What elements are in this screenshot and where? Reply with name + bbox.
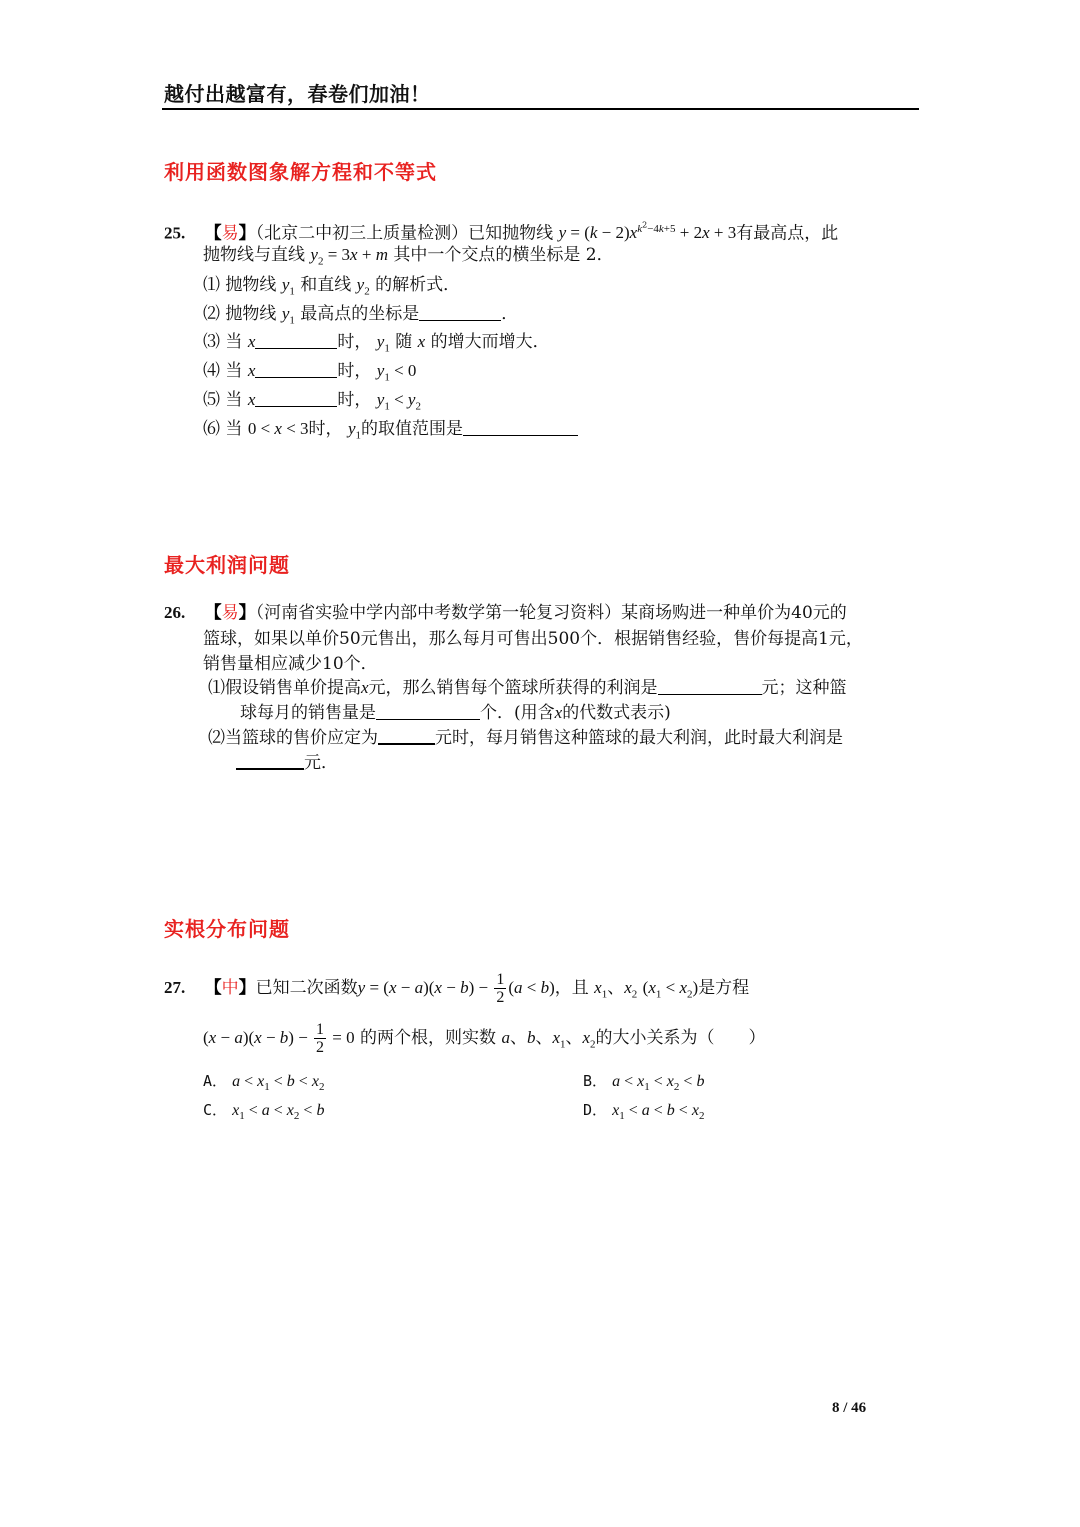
option-d[interactable]: D． $x_1 < a < b < x_2$ [583, 1101, 705, 1123]
answer-blank[interactable] [236, 752, 304, 770]
question-number: 25. [164, 223, 186, 243]
answer-blank[interactable] [255, 361, 337, 378]
q26-line-3: 销售量相应减少10个． [203, 654, 378, 674]
difficulty-tag: 易 [221, 223, 239, 244]
page-header [162, 74, 919, 110]
header-text: 越付出越富有，春卷们加油！ [164, 82, 431, 106]
q27-equation: (x − a)(x − b) − $\frac{1}{2}$ = 0 [203, 1021, 355, 1056]
answer-blank[interactable] [419, 304, 501, 321]
option-b[interactable]: B． $a < x_1 < x_2 < b$ [583, 1072, 705, 1094]
q25-line-formula: $y_2 = 3x + m$ [310, 245, 388, 268]
option-c[interactable]: C． $x_1 < a < x_2 < b$ [203, 1101, 325, 1123]
q26-line-1: 26. 【易】（河南省实验中学内部中考数学第一轮复习资料）某商场购进一种单价为40元的 [164, 603, 847, 623]
q25-item-1: ⑴ 抛物线 $y_1$ 和直线 $y_2$ 的解析式． [203, 275, 461, 298]
q25-line-1: 25. 【易】（北京二中初三上质量检测）已知抛物线 $y = (k - 2)x^{k^2-4k+5} + 2x + 3$有最高点，此 [164, 220, 839, 244]
answer-blank[interactable] [255, 390, 337, 407]
section-title-root-distribution: 实根分布问题 [164, 917, 290, 941]
q25-parabola-formula: $y = (k - 2)x^{k^2-4k+5} + 2x + 3$ [558, 220, 737, 243]
q26-part-1-cont: 球每月的销售量是 个．(用含x的代数式表示) [240, 703, 671, 723]
option-a[interactable]: A． $a < x_1 < b < x_2$ [203, 1072, 325, 1094]
q26-part-2: ⑵当篮球的售价应定为 元时，每月销售这种篮球的最大利润，此时最大利润是 [208, 728, 843, 748]
answer-blank[interactable] [658, 678, 762, 695]
difficulty-tag: 易 [221, 603, 239, 623]
q26-line-2: 篮球，如果以单价50元售出，那么每月可售出500个．根据销售经验，售价每提高1元， [203, 629, 863, 649]
q25-item-3: ⑶ 当 x 时， $y_1$ 随 x 的增大而增大． [203, 332, 550, 355]
q27-line-2: (x − a)(x − b) − $\frac{1}{2}$ = 0 的两个根，则实数 a、b、$x_1$、$x_2$的大小关系为（ ） [203, 1021, 766, 1056]
q27-function-formula: y = (x − a)(x − b) − $\frac{1}{2}$ (a < b) [357, 971, 555, 1006]
q25-item-4: ⑷ 当 x 时， $y_1 < 0$ [203, 361, 417, 384]
q26-part-2-cont: 元． [236, 752, 338, 773]
section-title-max-profit: 最大利润问题 [164, 553, 290, 577]
q27-line-1: 27. 【中】已知二次函数y = (x − a)(x − b) − $\frac{1}{2}$ (a < b)，且 $x_1$、$x_2$ $(x_1 < x_2)$是方程 [164, 971, 750, 1006]
page-number: 8 / 46 [832, 1400, 867, 1416]
answer-blank[interactable] [255, 332, 337, 349]
q25-item-5: ⑸ 当 x 时， $y_1 < y_2$ [203, 390, 421, 413]
section-title-graph-equations: 利用函数图象解方程和不等式 [164, 160, 437, 184]
answer-blank[interactable] [378, 727, 435, 745]
difficulty-tag: 中 [221, 978, 239, 998]
answer-blank[interactable] [376, 703, 480, 720]
q25-item-6: ⑹ 当 0 < x < 3时， $y_1$的取值范围是 [203, 419, 578, 445]
question-number: 27. [164, 978, 186, 997]
answer-blank[interactable] [463, 419, 578, 436]
q25-item-2: ⑵ 抛物线 $y_1$ 最高点的坐标是 ． [203, 304, 519, 327]
question-number: 26. [164, 603, 186, 622]
q25-line-2: 抛物线与直线 $y_2 = 3x + m$ 其中一个交点的横坐标是 2． [203, 245, 614, 268]
q25-source: （北京二中初三上质量检测）已知抛物线 [255, 223, 554, 244]
q26-part-1: ⑴假设销售单价提高x元，那么销售每个篮球所获得的利润是 元；这种篮 [208, 678, 847, 698]
